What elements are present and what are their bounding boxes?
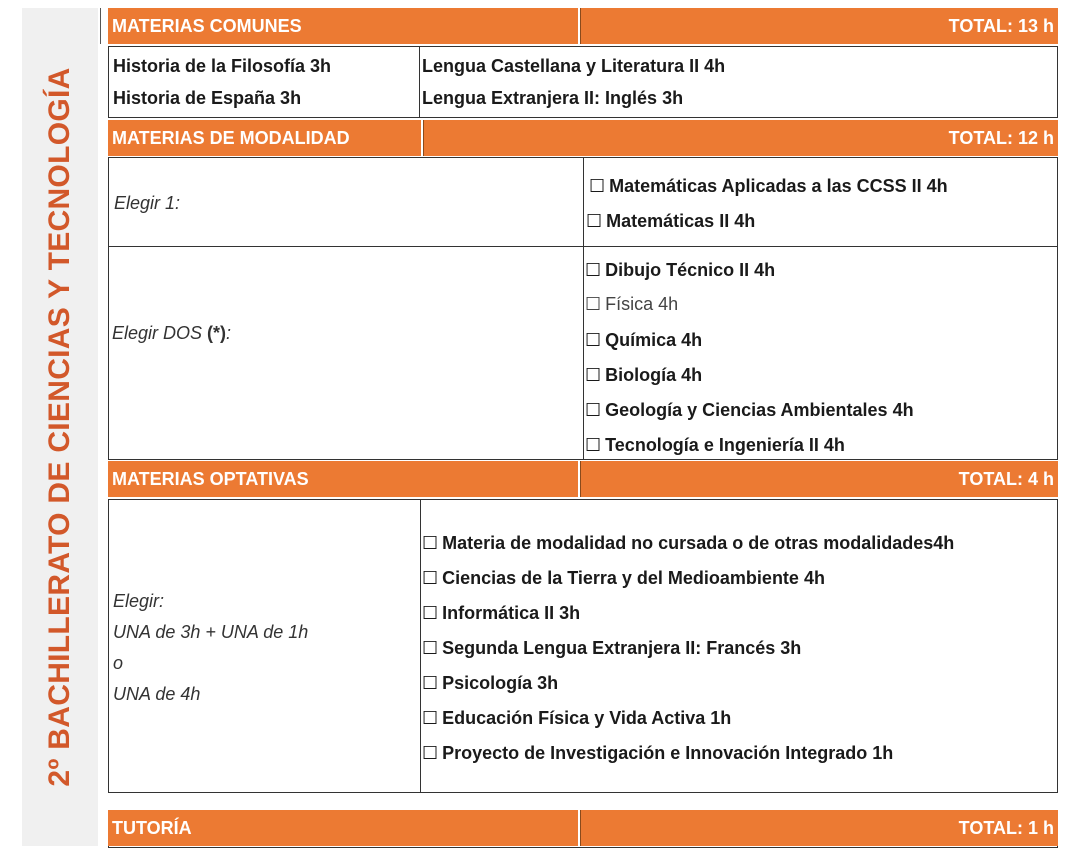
common-subject: Lengua Extranjera II: Inglés 3h — [422, 88, 684, 108]
optativas-table — [108, 499, 1058, 793]
option-item[interactable]: ☐ Matemáticas II 4h — [586, 211, 756, 231]
choose-two-label: Elegir DOS (*): — [112, 323, 232, 343]
column-divider — [583, 247, 584, 459]
checkbox-icon[interactable]: ☐ — [585, 294, 602, 314]
checkbox-icon[interactable]: ☐ — [589, 176, 606, 196]
tutoria-bottom-border — [108, 846, 1058, 848]
option-item[interactable]: ☐ Geología y Ciencias Ambientales 4h — [585, 400, 914, 420]
section-title-modalidad: MATERIAS DE MODALIDAD — [108, 120, 421, 156]
option-item[interactable]: ☐ Segunda Lengua Extranjera II: Francés 3h — [422, 638, 802, 658]
modalidad-group-2 — [108, 246, 1058, 460]
option-item[interactable]: ☐ Matemáticas Aplicadas a las CCSS II 4h — [589, 176, 948, 196]
section-total-modalidad: TOTAL: 12 h — [423, 120, 1058, 156]
section-total-tutoria: TOTAL: 1 h — [580, 810, 1058, 846]
section-header-tutoria — [108, 810, 1058, 846]
checkbox-icon[interactable]: ☐ — [422, 568, 439, 588]
instruction-line: o — [113, 653, 124, 673]
section-title-optativas: MATERIAS OPTATIVAS — [108, 461, 578, 497]
program-title: 2º BACHILLERATO DE CIENCIAS Y TECNOLOGÍA — [43, 67, 76, 787]
section-header-modalidad — [108, 120, 1058, 156]
checkbox-icon[interactable]: ☐ — [422, 743, 439, 763]
checkbox-icon[interactable]: ☐ — [422, 673, 439, 693]
checkbox-icon[interactable]: ☐ — [422, 603, 439, 623]
option-item[interactable]: ☐ Educación Física y Vida Activa 1h — [422, 708, 732, 728]
checkbox-icon[interactable]: ☐ — [585, 260, 602, 280]
section-header-comunes — [108, 8, 1058, 44]
section-total-optativas: TOTAL: 4 h — [580, 461, 1058, 497]
instruction-line: UNA de 3h + UNA de 1h — [113, 622, 309, 642]
checkbox-icon[interactable]: ☐ — [422, 708, 439, 728]
checkbox-icon[interactable]: ☐ — [422, 638, 439, 658]
option-item[interactable]: ☐ Proyecto de Investigación e Innovación Integrado 1h — [422, 743, 894, 763]
checkbox-icon[interactable]: ☐ — [585, 330, 602, 350]
option-item[interactable]: ☐ Ciencias de la Tierra y del Medioambiente 4h — [422, 568, 825, 588]
common-subject: Historia de la Filosofía 3h — [113, 56, 332, 76]
option-item[interactable]: ☐ Materia de modalidad no cursada o de otras modalidades4h — [422, 533, 955, 553]
checkbox-icon[interactable]: ☐ — [422, 533, 439, 553]
instruction-line: Elegir: — [113, 591, 165, 611]
comunes-table — [108, 46, 1058, 118]
section-header-optativas — [108, 461, 1058, 497]
modalidad-group-1 — [108, 157, 1058, 247]
option-item[interactable]: ☐ Biología 4h — [585, 365, 703, 385]
section-title-comunes: MATERIAS COMUNES — [108, 8, 578, 44]
section-total-comunes: TOTAL: 13 h — [580, 8, 1058, 44]
sidebar-title-panel — [22, 8, 98, 846]
optativas-instructions — [113, 586, 308, 710]
option-item[interactable]: ☐ Informática II 3h — [422, 603, 581, 623]
option-item[interactable]: ☐ Psicología 3h — [422, 673, 559, 693]
column-divider — [420, 500, 421, 792]
option-item[interactable]: ☐ Física 4h — [585, 294, 679, 314]
section-title-tutoria: TUTORÍA — [108, 810, 578, 846]
option-item[interactable]: ☐ Química 4h — [585, 330, 703, 350]
checkbox-icon[interactable]: ☐ — [586, 211, 603, 231]
common-subject: Lengua Castellana y Literatura II 4h — [422, 56, 726, 76]
checkbox-icon[interactable]: ☐ — [585, 365, 602, 385]
checkbox-icon[interactable]: ☐ — [585, 435, 602, 455]
divider-line — [100, 8, 101, 44]
checkbox-icon[interactable]: ☐ — [585, 400, 602, 420]
column-divider — [583, 158, 584, 246]
option-item[interactable]: ☐ Dibujo Técnico II 4h — [585, 260, 776, 280]
choose-one-label: Elegir 1: — [114, 193, 181, 213]
option-item[interactable]: ☐ Tecnología e Ingeniería II 4h — [585, 435, 845, 455]
common-subject: Historia de España 3h — [113, 88, 302, 108]
column-divider — [419, 47, 420, 117]
instruction-line: UNA de 4h — [113, 684, 201, 704]
